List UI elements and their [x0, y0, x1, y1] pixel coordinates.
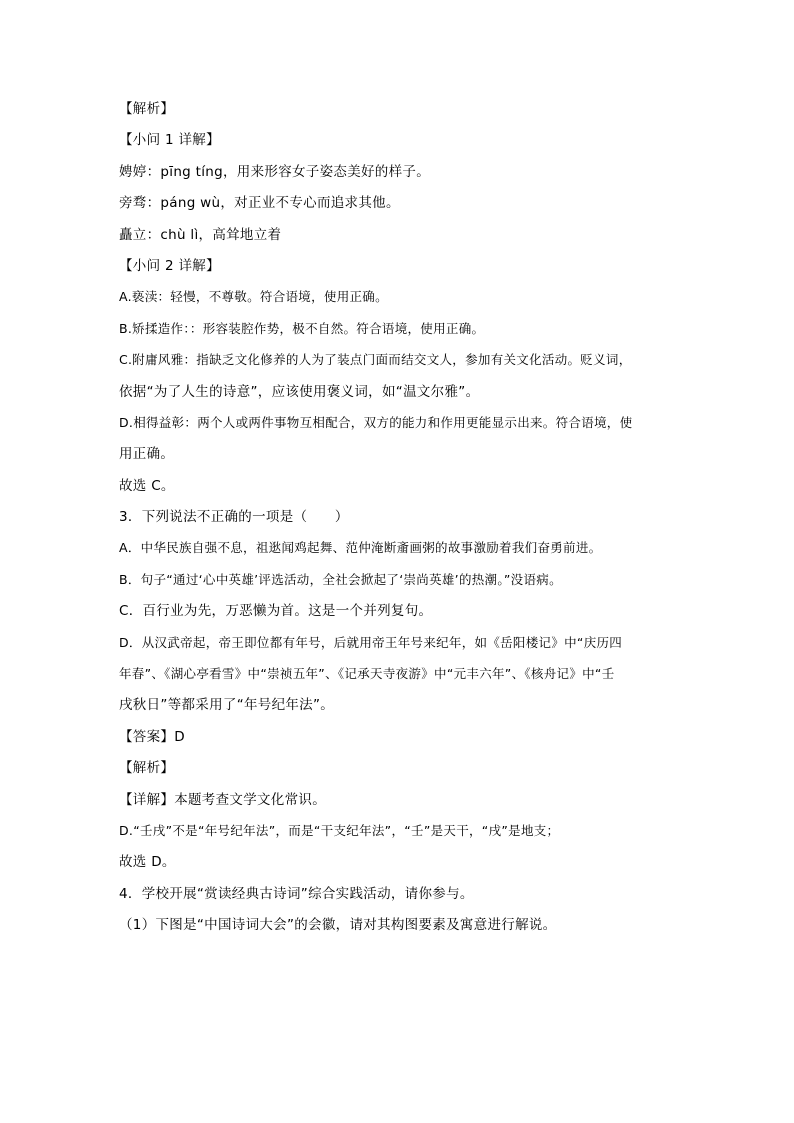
question-3-option-a: A．中华民族自强不息，祖逖闻鸡起舞、范仲淹断齑画粥的故事激励着我们奋勇前进。: [119, 540, 602, 556]
document-body: [119, 100, 679, 934]
detail-text: D.“壬戌”不是“年号纪年法”，而是“干支纪年法”，“壬”是天干，“戌”是地支；: [119, 822, 560, 838]
text-line: 旁骛：páng wù，对正业不专心而追求其他。: [119, 195, 400, 212]
option-c-analysis: C.附庸风雅：指缺乏文化修养的人为了装点门面而结交文人，参加有关文化活动。贬义词，: [119, 352, 632, 368]
option-b-analysis: B.矫揉造作：：形容装腔作势，极不自然。符合语境，使用正确。: [119, 320, 485, 336]
text-line: 娉婷：pīng tíng，用来形容女子姿态美好的样子。: [119, 163, 431, 180]
question-3-option-d-cont: 年春”、《湖心亭看雪》中“崇祯五年”、《记承天寺夜游》中“元丰六年”、《核舟记》中“壬: [119, 666, 615, 682]
answer-heading: 【答案】D: [119, 728, 185, 745]
question-3-option-d-cont: 戌秋日”等都采用了“年号纪年法”。: [119, 697, 335, 714]
option-c-analysis-cont: 依据“为了人生的诗意”，应该使用褒义词，如“温文尔雅”。: [119, 383, 480, 400]
option-d-analysis-cont: 用正确。: [119, 446, 175, 463]
analysis-heading: 【解析】: [119, 101, 175, 117]
question-3-option-c: C．百行业为先，万恶懒为首。这是一个并列复句。: [119, 603, 433, 620]
subquestion-2-heading: 【小问 2 详解】: [119, 257, 220, 274]
question-4-stem: 4．学校开展“赏读经典古诗词”综合实践活动，请你参与。: [119, 885, 474, 902]
question-3-stem: 3．下列说法不正确的一项是（ ）: [119, 509, 349, 526]
answer-choice-d: 故选 D。: [119, 854, 176, 871]
analysis-heading: 【解析】: [119, 760, 175, 777]
text-line: 矗立：chù lì，高耸地立着: [119, 226, 282, 243]
answer-choice-c: 故选 C。: [119, 477, 175, 494]
question-3-option-b: B．句子“通过‘心中英雄’评选活动，全社会掀起了‘崇尚英雄’的热潮。”没语病。: [119, 571, 562, 587]
option-a-analysis: A.亵渎：轻慢，不尊敬。符合语境，使用正确。: [119, 289, 388, 305]
subquestion-1-heading: 【小问 1 详解】: [119, 132, 220, 149]
question-3-option-d: D．从汉武帝起，帝王即位都有年号，后就用帝王年号来纪年，如《岳阳楼记》中“庆历四: [119, 634, 623, 650]
option-d-analysis: D.相得益彰：两个人或两件事物互相配合，双方的能力和作用更能显示出来。符合语境，使: [119, 414, 633, 430]
detail-heading: 【详解】本题考查文学文化常识。: [119, 791, 326, 808]
question-4-part-1: （1）下图是“中国诗词大会”的会徽，请对其构图要素及寓意进行解说。: [119, 917, 557, 934]
